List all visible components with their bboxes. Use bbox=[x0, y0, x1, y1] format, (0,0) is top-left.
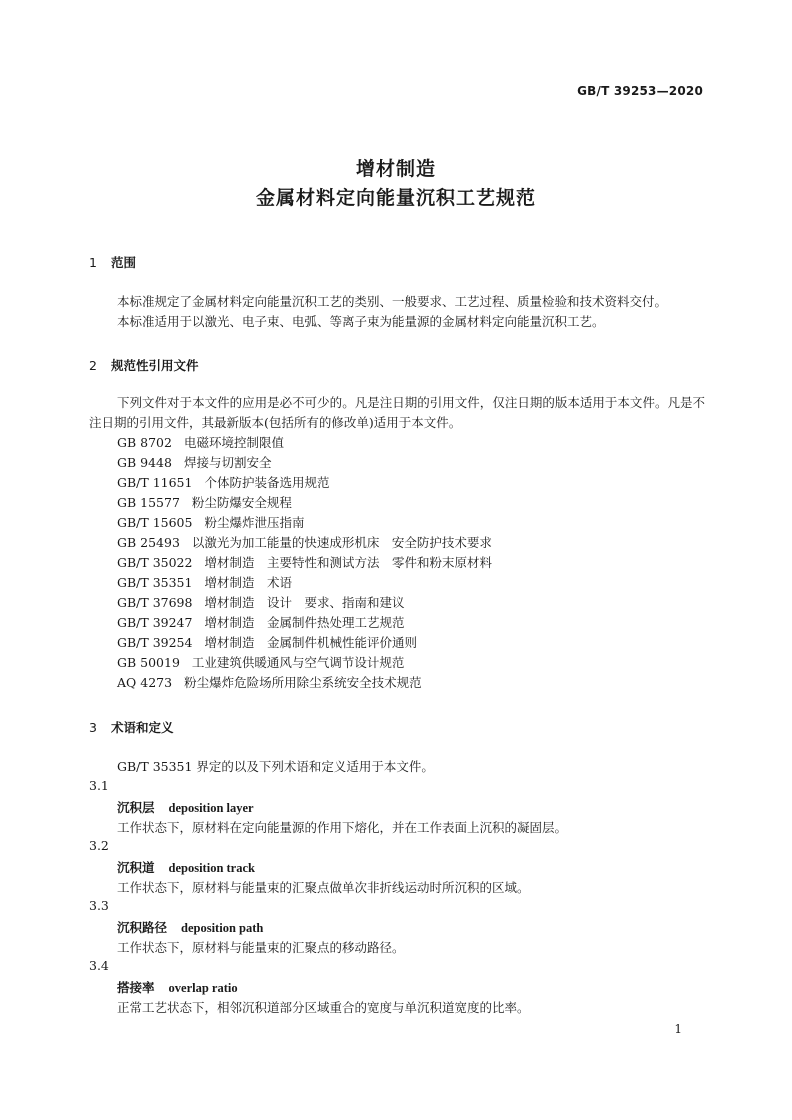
reference-title: 增材制造 设计 要求、指南和建议 bbox=[204, 595, 405, 610]
terms-intro: GB/T 35351 界定的以及下列术语和定义适用于本文件。 bbox=[117, 759, 434, 774]
reference-title: 个体防护装备选用规范 bbox=[204, 475, 330, 490]
section-number: 2 bbox=[89, 358, 97, 373]
section-title: 术语和定义 bbox=[111, 720, 174, 735]
document-title-line2: 金属材料定向能量沉积工艺规范 bbox=[255, 187, 536, 209]
reference-title: 增材制造 主要特性和测试方法 零件和粉末原材料 bbox=[204, 555, 492, 570]
term-number: 3.2 bbox=[89, 838, 109, 853]
term-en: deposition path bbox=[181, 921, 264, 935]
reference-title: 增材制造 术语 bbox=[204, 575, 292, 590]
reference-item bbox=[117, 513, 304, 531]
standard-code: GB/T 39253—2020 bbox=[577, 84, 703, 98]
term-name bbox=[117, 798, 254, 816]
section-heading-normative-references bbox=[89, 356, 199, 374]
reference-code: GB/T 35351 bbox=[117, 575, 193, 590]
term-en: deposition layer bbox=[168, 801, 254, 815]
reference-title: 以激光为加工能量的快速成形机床 安全防护技术要求 bbox=[191, 535, 492, 550]
scope-paragraph-1: 本标准规定了金属材料定向能量沉积工艺的类别、一般要求、工艺过程、质量检验和技术资料交付。 bbox=[117, 294, 668, 309]
reference-code: GB/T 11651 bbox=[117, 475, 193, 490]
term-definition: 工作状态下，原材料与能量束的汇聚点做单次非折线运动时所沉积的区域。 bbox=[117, 880, 530, 895]
reference-item bbox=[117, 493, 292, 511]
section-number: 3 bbox=[89, 720, 97, 735]
term-number: 3.3 bbox=[89, 898, 109, 913]
reference-item bbox=[117, 573, 292, 591]
reference-item bbox=[117, 593, 404, 611]
reference-code: GB/T 37698 bbox=[117, 595, 193, 610]
reference-title: 增材制造 金属制件机械性能评价通则 bbox=[204, 635, 417, 650]
term-en: deposition track bbox=[168, 861, 255, 875]
reference-code: GB/T 39254 bbox=[117, 635, 193, 650]
reference-item bbox=[117, 433, 284, 451]
term-name bbox=[117, 918, 263, 936]
term-zh: 沉积层 bbox=[117, 800, 155, 815]
reference-code: GB/T 39247 bbox=[117, 615, 193, 630]
reference-item bbox=[117, 613, 404, 631]
reference-title: 工业建筑供暖通风与空气调节设计规范 bbox=[191, 655, 405, 670]
term-en: overlap ratio bbox=[168, 981, 238, 995]
reference-title: 粉尘防爆安全规程 bbox=[191, 495, 292, 510]
reference-title: 粉尘爆炸危险场所用除尘系统安全技术规范 bbox=[184, 675, 422, 690]
reference-code: GB 9448 bbox=[117, 455, 172, 470]
references-intro: 下列文件对于本文件的应用是必不可少的。凡是注日期的引用文件，仅注日期的版本适用于本文件。凡是不注日期的引用文件，其最新版本(包括所有的修改单)适用于本文件。 bbox=[89, 395, 705, 430]
term-definition: 工作状态下，原材料在定向能量源的作用下熔化，并在工作表面上沉积的凝固层。 bbox=[117, 820, 568, 835]
reference-code: GB/T 15605 bbox=[117, 515, 193, 530]
term-zh: 沉积道 bbox=[117, 860, 155, 875]
section-heading-terms-definitions bbox=[89, 718, 174, 736]
term-definition: 工作状态下，原材料与能量束的汇聚点的移动路径。 bbox=[117, 940, 405, 955]
section-number: 1 bbox=[89, 255, 97, 270]
term-definition: 正常工艺状态下，相邻沉积道部分区域重合的宽度与单沉积道宽度的比率。 bbox=[117, 1000, 530, 1015]
reference-item bbox=[117, 653, 404, 671]
reference-title: 增材制造 金属制件热处理工艺规范 bbox=[204, 615, 405, 630]
reference-code: GB 8702 bbox=[117, 435, 172, 450]
term-zh: 沉积路径 bbox=[117, 920, 168, 935]
section-title: 规范性引用文件 bbox=[111, 358, 199, 373]
reference-title: 电磁环境控制限值 bbox=[183, 435, 284, 450]
term-name bbox=[117, 978, 238, 996]
reference-title: 焊接与切割安全 bbox=[183, 455, 272, 470]
section-heading-scope bbox=[89, 253, 136, 271]
reference-code: AQ 4273 bbox=[117, 675, 173, 690]
reference-code: GB 15577 bbox=[117, 495, 180, 510]
term-number: 3.4 bbox=[89, 958, 109, 973]
reference-item bbox=[117, 473, 329, 491]
reference-item bbox=[117, 553, 492, 571]
term-name bbox=[117, 858, 255, 876]
reference-item bbox=[117, 673, 422, 691]
reference-item bbox=[117, 453, 271, 471]
reference-code: GB/T 35022 bbox=[117, 555, 193, 570]
document-title-line1: 增材制造 bbox=[355, 158, 436, 180]
reference-item bbox=[117, 633, 417, 651]
page-number: 1 bbox=[674, 1022, 682, 1036]
reference-title: 粉尘爆炸泄压指南 bbox=[204, 515, 305, 530]
scope-paragraph-2: 本标准适用于以激光、电子束、电弧、等离子束为能量源的金属材料定向能量沉积工艺。 bbox=[117, 314, 605, 329]
term-zh: 搭接率 bbox=[117, 980, 155, 995]
section-title: 范围 bbox=[111, 255, 137, 270]
reference-code: GB 50019 bbox=[117, 655, 180, 670]
reference-item bbox=[117, 533, 492, 551]
reference-code: GB 25493 bbox=[117, 535, 180, 550]
term-number: 3.1 bbox=[89, 778, 109, 793]
